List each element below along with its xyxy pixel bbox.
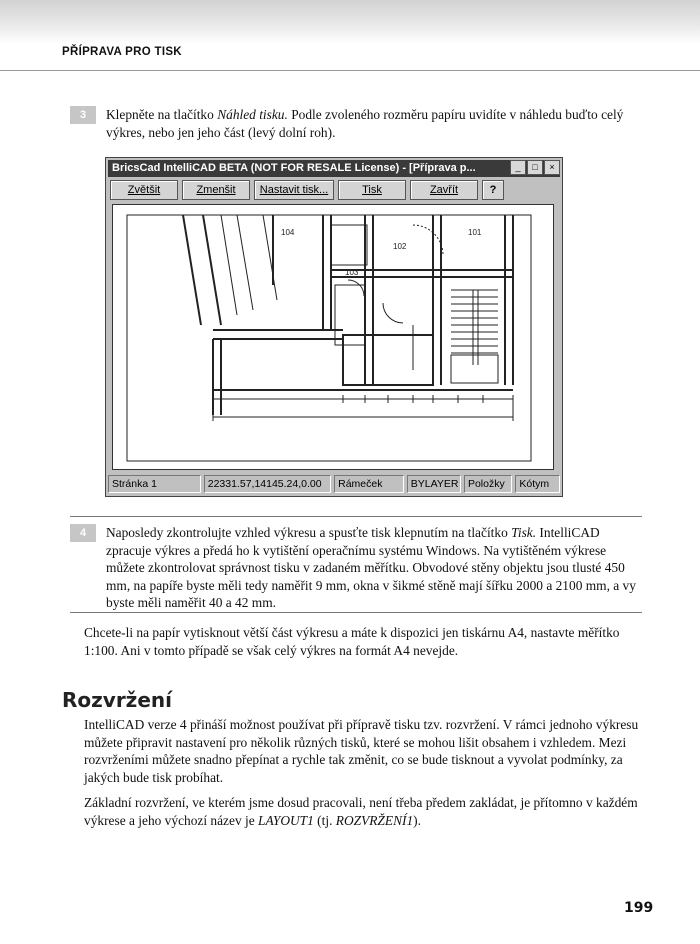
text: (tj. (313, 812, 336, 828)
step-number: 4 (70, 524, 96, 542)
room-label-104: 104 (281, 228, 295, 237)
status-page: Stránka 1 (108, 475, 201, 493)
maximize-button[interactable]: □ (527, 160, 543, 175)
status-frame[interactable]: Rámeček (334, 475, 404, 493)
text: IntelliCAD zpracuje výkres a předá ho k vytištění operačnímu systému Windows. Na vytištěném výkrese můžete zkontrolovat správnost tisku v zadaném měřítku. Obvodové stěny objektu jsou tlusté 450 mm, na papíře byste měli tedy naměřit 9 mm, okna v šikmé stěně mají šířku 2000 a 2100 mm, a vy byste měli naměřit 40 a 42 mm. (106, 525, 636, 610)
step-4-text (106, 524, 640, 612)
room-label-103: 103 (345, 268, 359, 277)
floor-plan-drawing (113, 205, 553, 469)
status-kotym[interactable]: Kótym (515, 475, 560, 493)
paragraph-1: IntelliCAD verze 4 přináší možnost používat při přípravě tisku tzv. rozvržení. V rámci jednoho výkresu můžete připravit nastavení pro několik různých tisků, které se mohou lišit obsahem i vzhledem. Mezi rozvrženími můžete snadno přepínat a rychle tak změnit, co se bude tisknout a vyvolat podmínky, za jakých bude tisk probíhat. (84, 717, 639, 785)
print-preview-window (105, 157, 563, 497)
step-4-top-rule (70, 516, 642, 517)
step-4 (70, 524, 640, 612)
minimize-button[interactable]: _ (510, 160, 526, 175)
status-items[interactable]: Položky (464, 475, 512, 493)
paragraph-a4: Chcete-li na papír vytisknout větší část výkresu a máte k dispozici jen tiskárnu A4, nastavte měřítko 1:100. Ani v tomto případě se však celý výkres na formát A4 nevejde. (84, 625, 620, 658)
page-number: 199 (624, 900, 654, 916)
room-label-102: 102 (393, 242, 407, 251)
slanted-wall (183, 215, 201, 325)
step-3-text (106, 106, 640, 141)
room-label-101: 101 (468, 228, 482, 237)
staircase (451, 290, 498, 383)
paragraph-2 (84, 794, 640, 829)
text: Naposledy zkontrolujte vzhled výkresu a spusťte tisk klepnutím na tlačítko (106, 525, 512, 540)
step-4-bottom-rule (70, 612, 642, 613)
text: Podle zvoleného rozměru papíru uvidíte v náhledu buďto celý výkres, nebo jen jeho část (levý dolní roh). (106, 107, 624, 140)
emphasis: Náhled tisku. (217, 107, 288, 122)
status-layer[interactable]: BYLAYER (407, 475, 461, 493)
window-controls (510, 160, 560, 175)
window-title-text: BricsCad IntelliCAD BETA (NOT FOR RESALE License) - [Příprava p... (112, 162, 476, 174)
emphasis: LAYOUT1 (258, 812, 314, 828)
text: ). (413, 812, 421, 828)
window-title (108, 160, 560, 177)
drawing-canvas[interactable] (112, 204, 554, 470)
print-setup-button[interactable]: Nastavit tisk... (254, 180, 334, 200)
zoom-in-button[interactable]: Zvětšit (110, 180, 178, 200)
status-coords: 22331.57,14145.24,0.00 (204, 475, 331, 493)
close-preview-button[interactable]: Zavřít (410, 180, 478, 200)
text: Klepněte na tlačítko (106, 107, 218, 122)
section-heading: Rozvržení (62, 688, 172, 712)
step-number: 3 (70, 106, 96, 124)
emphasis: ROZVRŽENÍ1 (335, 812, 414, 828)
text: Základní rozvržení, ve kterém jsme dosud pracovali, není třeba předem zakládat, je přítomno v každém výkrese a jeho výchozí název je (84, 795, 638, 828)
step-3 (70, 106, 640, 141)
close-button[interactable]: × (544, 160, 560, 175)
running-header: PŘÍPRAVA PRO TISK (62, 46, 182, 58)
header-rule (0, 70, 700, 71)
top-band (0, 0, 700, 44)
help-button[interactable]: ? (482, 180, 504, 200)
print-button[interactable]: Tisk (338, 180, 406, 200)
status-bar (108, 474, 560, 494)
preview-toolbar (110, 179, 558, 201)
zoom-out-button[interactable]: Zmenšit (182, 180, 250, 200)
emphasis: Tisk. (511, 525, 537, 540)
